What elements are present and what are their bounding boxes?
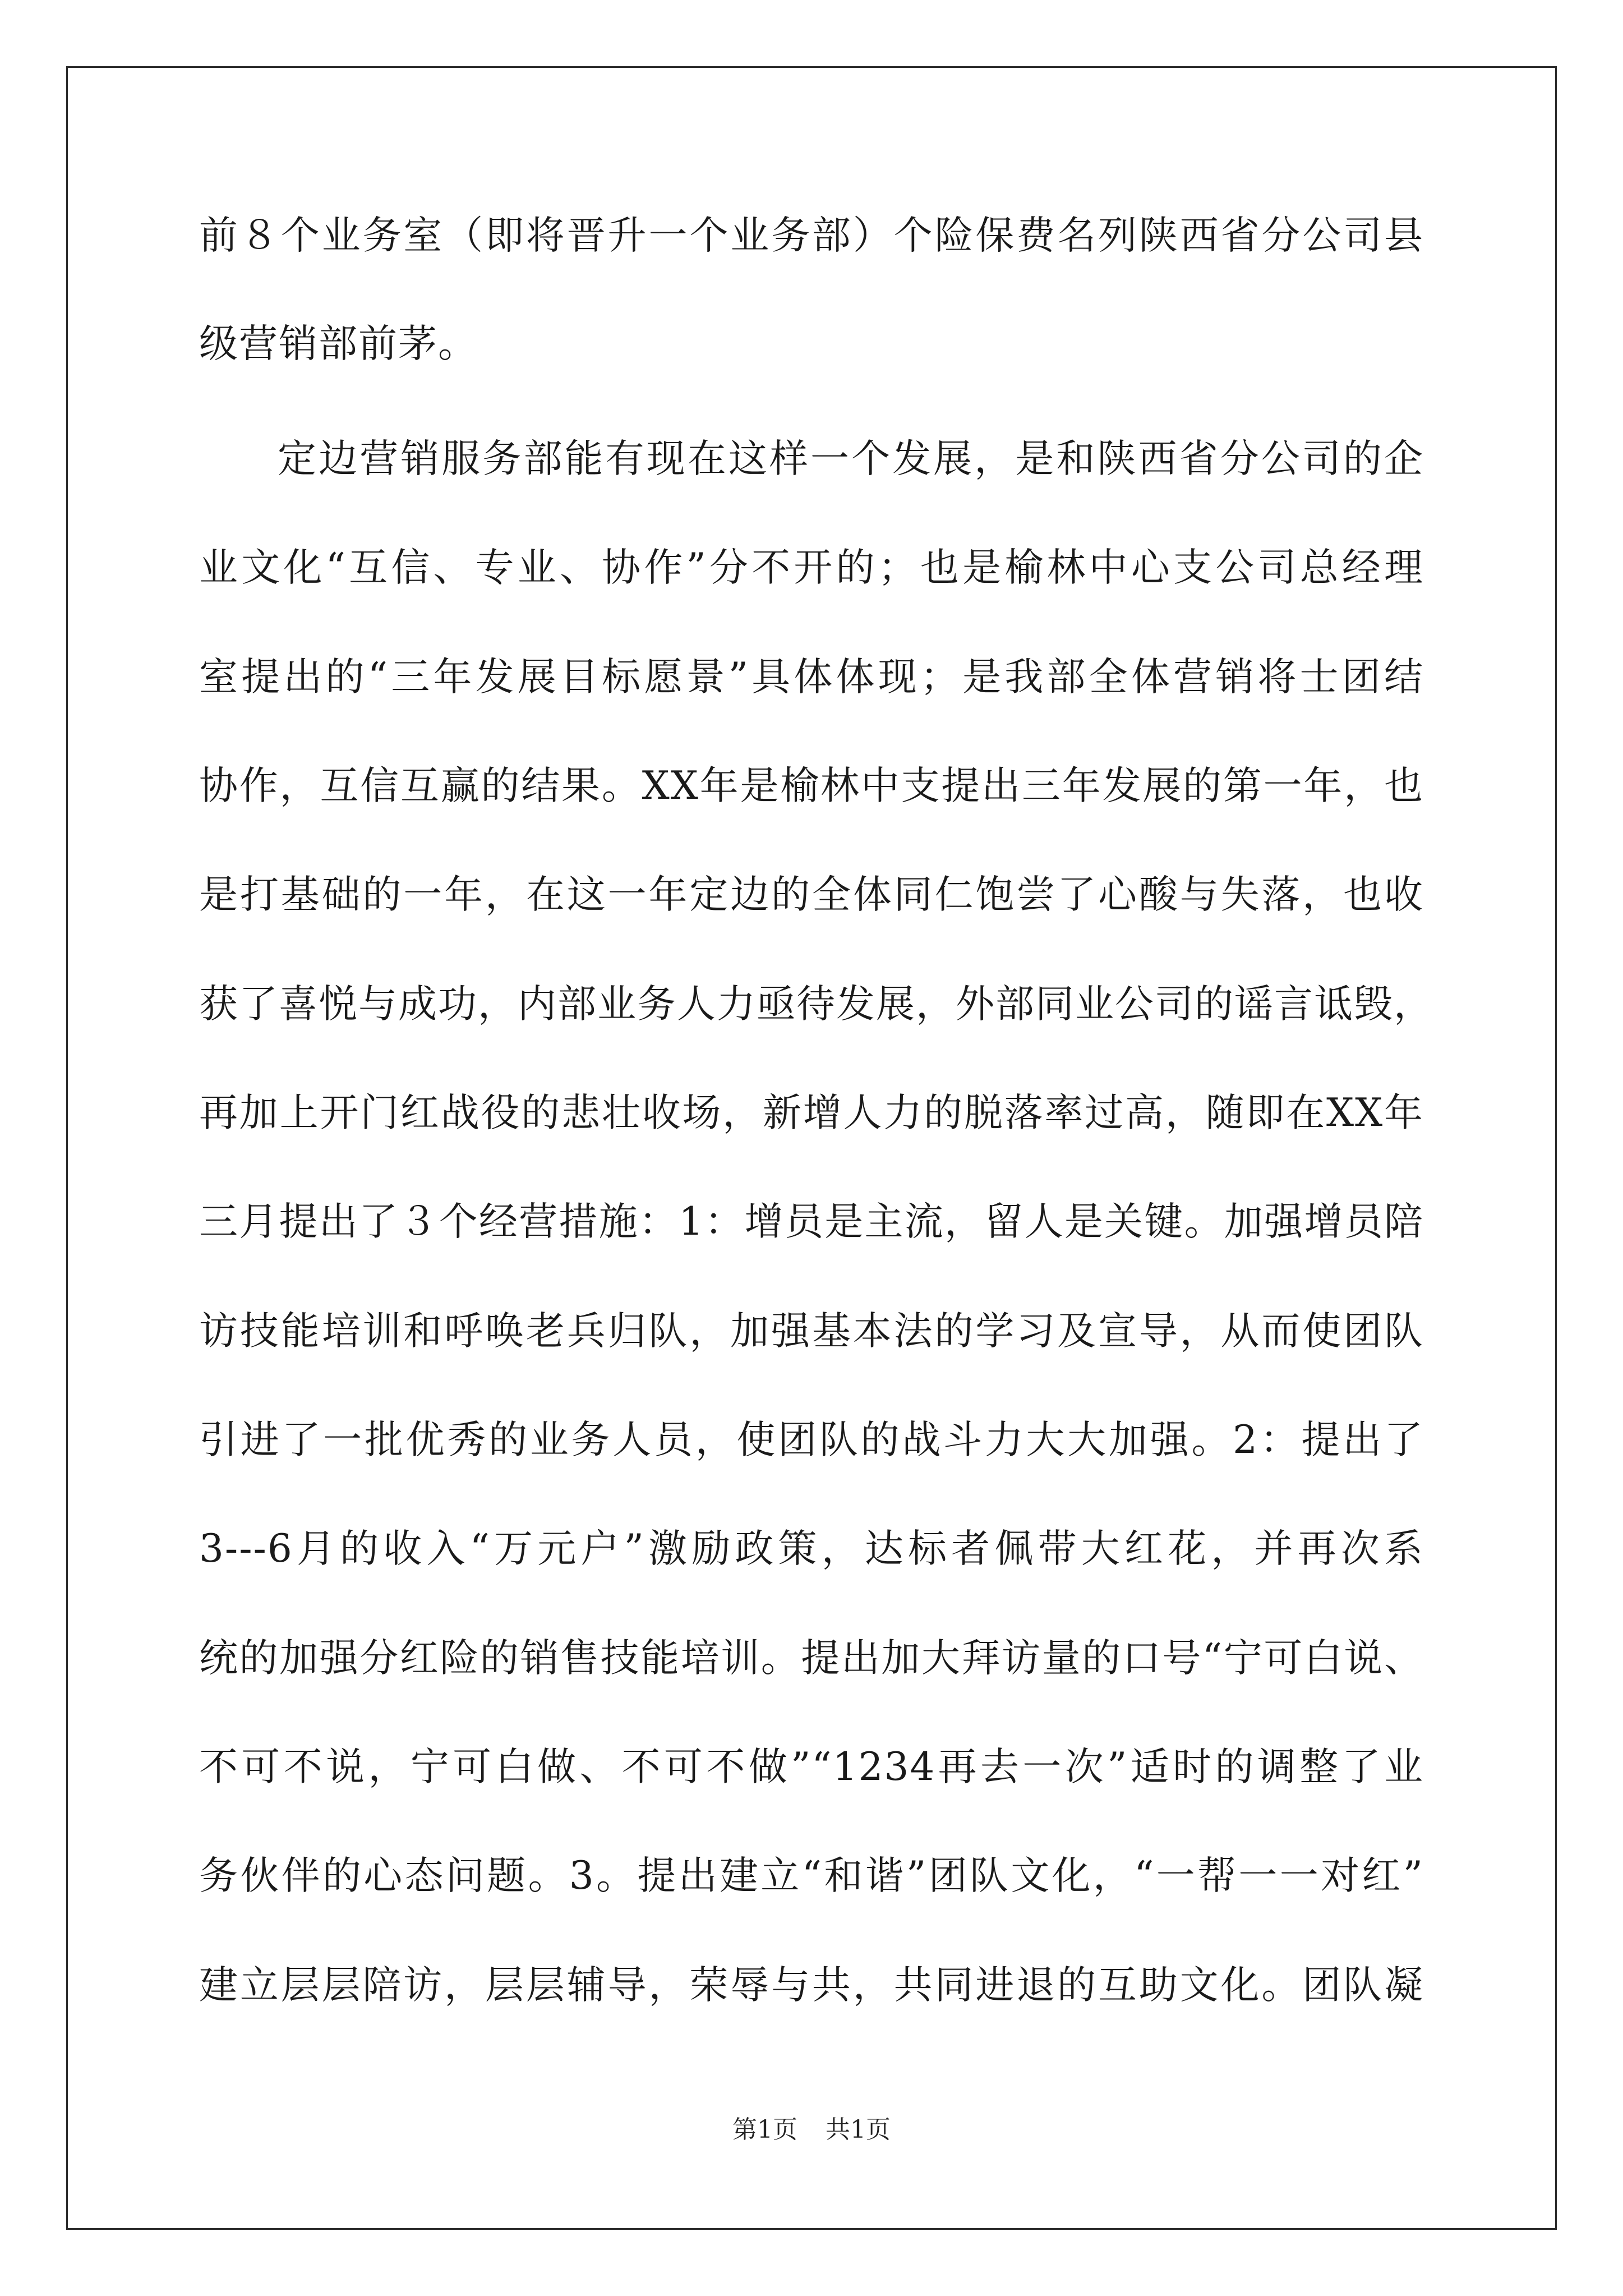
text-line: 统的加强分红险的销售技能培训。提出加大拜访量的口号“宁可白说、 (199, 1636, 1424, 1681)
paragraph-first-line: 定边营销服务部能有现在这样一个发展，是和陕西省分公司的企 (278, 436, 1424, 481)
text-line: 业文化“互信、专业、协作”分不开的；也是榆林中心支公司总经理 (199, 545, 1424, 590)
page-number: 第1页 (732, 2115, 797, 2144)
text-line: 务伙伴的心态问题。3。提出建立“和谐”团队文化，“一帮一一对红” (199, 1853, 1424, 1898)
text-line: 不可不说，宁可白做、不可不做”“1234再去一次”适时的调整了业 (199, 1745, 1424, 1789)
text-line: 是打基础的一年，在这一年定边的全体同仁饱尝了心酸与失落，也收 (199, 872, 1424, 917)
text-line: 引进了一批优秀的业务人员，使团队的战斗力大大加强。2：提出了 (199, 1418, 1424, 1462)
page-total: 共1页 (826, 2115, 891, 2144)
text-line: 3---6月的收入“万元户”激励政策，达标者佩带大红花，并再次系 (199, 1526, 1424, 1571)
text-line: 三月提出了３个经营措施：1：增员是主流，留人是关键。加强增员陪 (199, 1199, 1424, 1244)
text-line: 建立层层陪访，层层辅导，荣辱与共，共同进退的互助文化。团队凝 (199, 1963, 1424, 2008)
text-line: 协作，互信互赢的结果。XX年是榆林中支提出三年发展的第一年，也 (199, 763, 1424, 808)
text-line: 前８个业务室（即将晋升一个业务部）个险保费名列陕西省分公司县 (199, 213, 1424, 258)
text-line: 级营销部前茅。 (199, 321, 478, 366)
text-line: 获了喜悦与成功，内部业务人力亟待发展，外部同业公司的谣言诋毁， (199, 982, 1433, 1027)
text-line: 访技能培训和呼唤老兵归队，加强基本法的学习及宣导，从而使团队 (199, 1309, 1424, 1354)
page-footer (0, 2109, 1623, 2145)
text-line: 再加上开门红战役的悲壮收场，新增人力的脱落率过高，随即在XX年 (199, 1091, 1424, 1135)
text-line: 室提出的“三年发展目标愿景”具体体现；是我部全体营销将士团结 (199, 655, 1424, 700)
